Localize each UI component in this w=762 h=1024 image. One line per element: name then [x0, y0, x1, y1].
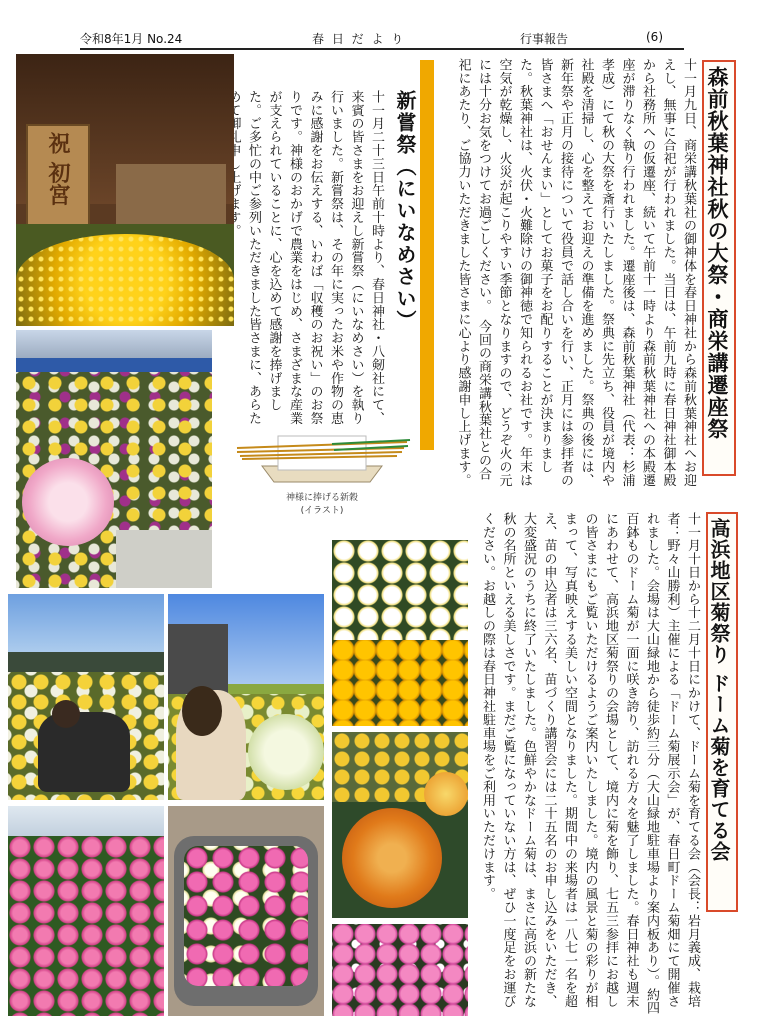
illustration-caption-1: 神様に捧げる新穀	[285, 493, 358, 503]
page-header	[80, 30, 684, 50]
article2-body: 十一月二十三日午前十時より、春日神社・八剱社にて、来賓の皆さまをお迎えし新嘗祭（にいなめさい）を執り行いました。新嘗祭は、その年に実ったお米や作物の恵みに感謝をお伝えする、いわば「収穫のお祝い」のお祭りです。神様のおかげで農業をはじめ、さまざまな産業が支えられていることに、心を込めて感謝を捧げました。ご多忙の中ご参列いただきました皆さまに、あらた	[246, 90, 384, 425]
pink-mums-closeup-photo	[332, 924, 468, 1016]
article1-body: 十一月九日、商栄講秋葉社の御神体を春日神社から森前秋葉神社へお迎えし、無事に合祀が行われました。当日は、午前九時に春日神社御本殿から社務所への仮遷座、続いて午前十一時より森前秋葉神社への本殿遷座が滞りなく執り行われました。遷座後は、森前秋葉神社（代表：杉浦孝成）にて秋の大祭を斎行いたしました。祭典に先立ち、役員が境内や社殿を清掃し、心を整えてお迎えの準備を進めました。祭典の後には、新年祭や正月の接待について役員で話し合いを行い、正月には参拝者の皆さまへ「おせんまい」としてお菓子をお配りすることが決まりました。秋葉神社は、火伏・火難除けの御神徳で知られるお社です。年末は空気が乾燥し、火災が起こりやすい季節となりますので、どうぞ火の元には十分お気をつけてお過ごしください。 今回の商栄講秋葉社との合祀にあたり、ご協力いただきました皆さまに心より感謝申し上げます。	[455, 58, 696, 487]
accent-bar	[420, 60, 434, 450]
article2-title: 新嘗祭（にいなめさい）	[393, 90, 417, 332]
chrysanthemum-field-photo	[16, 330, 212, 588]
planter-mums-photo	[168, 806, 324, 1016]
orange-mum-photo	[332, 732, 468, 918]
pink-mums-photo	[8, 806, 164, 1016]
shrine-plaque-text: 祝 初宮	[45, 132, 71, 206]
page-number: (6)	[646, 30, 663, 44]
child-kimono-photo-2	[168, 594, 324, 800]
article3-title: 高浜地区菊祭り ドーム菊を育てる会	[706, 512, 738, 912]
white-yellow-mums-photo	[332, 540, 468, 726]
article3-body: 十一月十日から十二月十日にかけて、ドーム菊を育てる会（会長：岩月義成、栽培者：野々山勝利）主催による「ドーム菊展示会」が、春日町ドーム菊畑にて開催されました。会場は大山緑地から徒歩約三分（大山緑地駐車場より案内板あり）。約四百鉢ものドーム菊が一面に咲き誇り、訪れる方々を魅了しました。春日神社も週末にあわせて、高浜地区菊祭りの会場として、境内に菊を飾り、七五三参拝にお越しの皆さまにもご覧いただけるようご案内いたしました。境内の風景と菊の彩りが相まって、写真映えする美しい空間となりました。期間中の来場者は一八七一名を超え、苗の申込者は三六名、苗づくり講習会には二十五名のお申し込みをいただき、大変盛況のうちに終了いたしました。色鮮やかなドーム菊は、まさに高浜の新たな秋の名所といえる美しさです。まだご覧になっていない方は、ぜひ一度足をお運びください。お越しの際は春日神社駐車場をご利用いただけます。	[480, 512, 700, 1015]
rice-offering-illustration	[232, 428, 412, 514]
section-label: 行事報告	[520, 32, 569, 46]
publication-title: 春 日 だ よ り	[312, 32, 406, 46]
article1-title: 森前秋葉神社秋の大祭・商栄講遷座祭	[702, 60, 736, 476]
illustration-caption-2: (イラスト)	[300, 506, 344, 516]
shrine-chrysanthemum-photo	[16, 54, 234, 326]
child-kimono-photo-1	[8, 594, 164, 800]
issue-date: 令和8年1月 No.24	[80, 32, 183, 46]
